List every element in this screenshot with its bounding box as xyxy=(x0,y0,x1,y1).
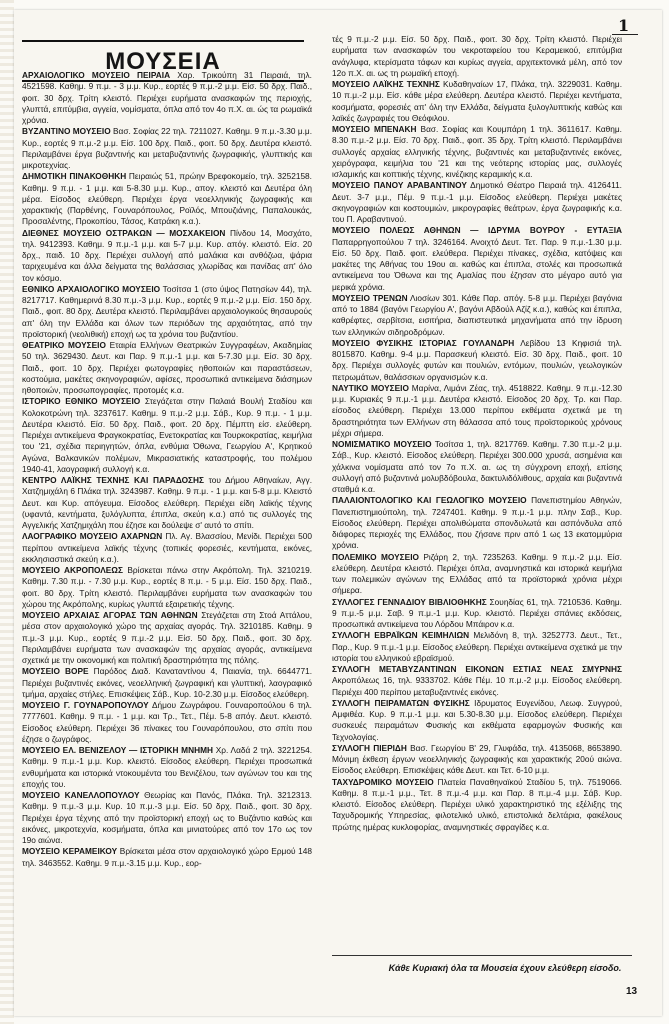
museum-entry xyxy=(22,700,312,745)
museum-details: του Δήμου Αθηναίων, Αγγ. Χατζημιχάλη 6 Πλάκα τηλ. 3243987. Καθημ. 9 π.μ. - 1 μ.μ. και 5-8 μ.μ. Κλειστό Δευτ. και Κυρ. απόγευμα. Είσοδος ελεύθερη. Περιέχει είδη λαϊκής τέχνης (υφαντά, κεντήματα, ξυλόγλυπτα, έπιπλα, σκεύη κ.α.) από τις συλλογές της Αγγελικής Χατζημιχάλη που έζησε και δούλεψε σ' αυτό το σπίτι. xyxy=(22,475,313,530)
museum-entry xyxy=(332,664,622,698)
museum-name: ΜΟΥΣΕΙΟ ΠΟΛΕΩΣ ΑΘΗΝΩΝ — ΙΔΡΥΜΑ ΒΟΥΡΟΥ - ΕΥΤΑΞΙΑ xyxy=(332,225,622,236)
museum-name: ΒΥΖΑΝΤΙΝΟ ΜΟΥΣΕΙΟ xyxy=(22,126,111,137)
museum-entry xyxy=(22,171,312,227)
museum-details: Παρόδος Διαδ. Καναταντίνου 4, Παιανία, τηλ. 6644771. Περιέχει βυζαντινές εικόνες, νεοελληνική ζωγραφική και γλυπτική, λαογραφικό τμήμα, αρχαίες στήλες. Επισκέψεις Σάβ., Κυρ. 10-2.30 μ.μ. Είσοδος ελεύθερη. xyxy=(22,666,312,699)
museum-name: ΜΟΥΣΕΙΟ ΑΡΧΑΙΑΣ ΑΓΟΡΑΣ ΤΩΝ ΑΘΗΝΩΝ xyxy=(22,610,198,620)
museum-name: ΜΟΥΣΕΙΟ ΛΑΪΚΗΣ ΤΕΧΝΗΣ xyxy=(332,79,440,89)
museum-name: ΣΥΛΛΟΓΗ ΜΕΤΑΒΥΖΑΝΤΙΝΩΝ ΕΙΚΟΝΩΝ ΕΣΤΙΑΣ ΝΕΑΣ ΣΜΥΡΝΗΣ xyxy=(332,664,622,674)
museum-name: ΔΗΜΟΤΙΚΗ ΠΙΝΑΚΟΘΗΚΗ xyxy=(22,171,127,182)
museum-entry xyxy=(332,34,622,79)
footer-note: Κάθε Κυριακή όλα τα Μουσεία έχουν ελεύθερη είσοδο. xyxy=(388,963,622,973)
museum-entry xyxy=(22,228,312,284)
museum-entry xyxy=(22,70,312,126)
museum-details: Λιοσίων 301. Κάθε Παρ. απόγ. 5-8 μ.μ. Περιέχει βαγόνια από το 1884 (βαγόνι Γεωργίου Α', βαγόνι Αβδούλ Αζίζ κ.α.), καθώς και έπιπλα, καθρέφτες, σερβίτσια, εισιτήρια, διαπιστευτικά μηχανήματα από την ίδρυση των ελληνικών σιδηροδρόμων. xyxy=(332,292,622,337)
museum-details: Στεγάζεται στη Στοά Αττάλου, μέσα στον αρχαιολογικό χώρο της αρχαίας αγοράς. Τηλ. 3210185. Καθημ. 9 π.μ.-3 μ.μ. Κυρ., εορτές 9 π.μ.-2 μ.μ. Είσ. 50 δρχ. Παιδ., φοιτ. 30 δρχ. Περιλαμβάνει ευρήματα των ανασκαφών της αρχαίας αγοράς, αντικείμενα σχετικά με την οικονομική και πολιτική δραστηριότητα της πόλης. xyxy=(22,610,312,665)
museum-details: Χαρ. Τρικούπη 31 Πειραιά, τηλ. 4521598. Καθημ. 9 π.μ. - 3 μ.μ. Κυρ., εορτές 9 π.μ.-2 μ.μ. Είσ. 50 δρχ. Παιδ., φοιτ. 30 δρχ. Τρίτη κλειστό. Περιέχει ευρήματα ανασκαφών της περιοχής, γλυπτά, επιτύμβια, αγγεία, νομίσματα, όπλα από τον 4ο π.Χ. αι. ώς τα ρωμαϊκά χρόνια. xyxy=(22,70,312,125)
museum-details: Τοσίτσα 1, τηλ. 8217769. Καθημ. 7.30 π.μ.-2 μ.μ. Σάβ., Κυρ. κλειστό. Είσοδος ελεύθερη. Περιέχει 300.000 χρυσά, ασημένια και χάλκινα νομίσματα από τον 7ο π.Χ. αι. ως τη σύγχρονη εποχή, επίσης συλλογή από βυζαντινά μολυβδόβουλα, δακτυλιδόλιθους, αρχαία και βυζαντινά σταθμά κ.α. xyxy=(332,439,622,494)
museum-entry xyxy=(332,630,622,664)
museum-details: τές 9 π.μ.-2 μ.μ. Είσ. 50 δρχ. Παιδ., φοιτ. 30 δρχ. Τρίτη κλειστό. Περιέχει ευρήματα των ανασκαφών του νεκροταφείου του Κεραμεικού, επιτύμβια ανάγλυφα, κτερίσματα τάφων και κυρίως αγγεία, αρχιτεκτονικά μέλη, από τον 12ο π.Χ. αι. ως τη ρωμαϊκή εποχή. xyxy=(332,34,622,78)
museum-entry xyxy=(332,495,622,551)
museum-entry xyxy=(22,284,312,340)
museum-name: ΜΟΥΣΕΙΟ ΑΚΡΟΠΟΛΕΩΣ xyxy=(22,565,123,575)
museum-entry xyxy=(22,126,312,171)
museum-details: Βασ. Γεωργίου Β' 29, Γλυφάδα, τηλ. 4135068, 8653890. Μόνιμη έκθεση έργων νεοελληνικής ζωγραφικής και χαρακτικής 20ού αιώνα. Είσοδος ελεύθερη. Επισκέψεις κάθε Δευτ. και Τετ. 6-10 μ.μ. xyxy=(332,742,622,776)
museum-details: Μαρίνα, Λιμάνι Ζέας, τηλ. 4518822. Καθημ. 9 π.μ.-12.30 μ.μ. Κυριακές 9 π.μ.-1 μ.μ. Δευτέρα κλειστό. Είσοδος 20 δρχ. Τρ. και Παρ. είσοδος ελεύθερη. Περιέχει 13.000 περίπου εκθέματα σχετικά με τη δραστηριότητα των Ελλήνων στη θάλασσα από τους προϊστορικούς χρόνους μέχρι σήμερα. xyxy=(332,382,623,438)
museum-entry xyxy=(332,293,622,338)
museum-entry xyxy=(332,79,622,124)
museum-details: Βασ. Σοφίας και Κουμπάρη 1 τηλ. 3611617. Καθημ. 8.30 π.μ.-2 μ.μ. Είσ. 70 δρχ. Παιδ., φοιτ. 35 δρχ. Τρίτη κλειστό. Περιλαμβάνει συλλογές αρχαίας ελληνικής τέχνης, βυζαντινές και μεταβυζαντινές εικόνες, χειρόγραφα, κειμήλια του '21 και της νεότερης ιστορίας μας, συλλογές ισλαμικής και κοπτικής τέχνης, κινέζικης κεραμικής κ.α. xyxy=(332,124,622,179)
museum-name: ΠΟΛΕΜΙΚΟ ΜΟΥΣΕΙΟ xyxy=(332,551,419,562)
museum-entry xyxy=(332,225,622,293)
museum-details: Ιδρυματος Ευγενίδου, Λεωφ. Συγγρού, Αμφιθέα. Κυρ. 9 π.μ.-1 μ.μ. και 5.30-8.30 μ.μ. Είσοδος ελεύθερη. Περιέχει συσκευές πειραμάτων Φυσικής και εκθέματα εφαρμογών Φυσικής και Τεχνολογίας. xyxy=(332,697,622,742)
museum-details: Σουηδίας 61, τηλ. 7210536. Καθημ. 9 π.μ.-5 μ.μ. Σαβ. 9 π.μ.-1 μ.μ. Κυρ. κλειστό. Περιέχει σπάνιες εκδόσεις, προσωπικά αντικείμενα του Λόρδου Μπάιρον κ.α. xyxy=(332,596,622,629)
museum-details: Βασ. Σοφίας 22 τηλ. 7211027. Καθημ. 9 π.μ.-3.30 μ.μ. Κυρ., εορτές 9 π.μ.-2 μ.μ. Είσ. 100 δρχ. Παιδ., φοιτ. 50 δρχ. Δευτέρα κλειστό. Περιλαμβάνει έργα βυζαντινής και μεταβυζαντινής ζωγραφικής, γλυπτικής και μικροτεχνίας. xyxy=(22,126,313,170)
museum-name: ΜΟΥΣΕΙΟ ΚΑΝΕΛΛΟΠΟΥΛΟΥ xyxy=(22,790,140,800)
museum-name: ΑΡΧΑΙΟΛΟΓΙΚΟ ΜΟΥΣΕΙΟ ΠΕΙΡΑΙΑ xyxy=(22,70,171,80)
museum-details: Τοσίτσα 1 (στο ύψος Πατησίων 44), τηλ. 8217717. Καθημερινά 8.30 π.μ.-3 μ.μ. Κυρ., εορτές 9 π.μ.-2 μ.μ. Είσ. 150 δρχ. Παιδ., φοιτ. 80 δρχ. Δευτέρα κλειστό. Περιλαμβάνει αρχαιολογικούς θησαυρούς απ' όλη την Ελλάδα και όλων των περιόδων της αρχαιότητας, από την προϊστορική (νεολιθική) εποχή ως τα χρόνια του βυζαντίου. xyxy=(22,283,312,339)
museum-name: ΘΕΑΤΡΙΚΟ ΜΟΥΣΕΙΟ xyxy=(22,340,106,350)
museum-details: Θεωρίας και Πανός, Πλάκα. Τηλ. 3212313. Καθημ. 9 π.μ.-3 μ.μ. Κυρ. 10 π.μ.-3 μ.μ. Είσ. 50 δρχ. Παιδ., φοιτ. 30 δρχ. Περιέχει έργα τέχνης από την προϊστορική εποχή ως το Βυζάντιο καθώς και εικόνες, μικροτεχνία, κοσμήματα, όπλα και μινιατούρες από τον 17ο ως τον 19ο αιώνα. xyxy=(22,790,312,845)
museum-details: Δημοτικό Θέατρο Πειραιά τηλ. 4126411. Δευτ. 3-7 μ.μ., Πέμ. 9 π.μ.-1 μ.μ. Είσοδος ελεύθερη. Περιέχει μακέτες σκηνογραφιών και κοστουμιών, μικρογραφίες θεάτρων, έργα ζωγραφικής κ.α. του Π. Αραβαντινού. xyxy=(332,180,622,224)
footer-divider xyxy=(332,955,632,956)
museum-entry xyxy=(22,846,312,869)
museum-entry xyxy=(22,790,312,846)
museum-name: ΜΟΥΣΕΙΟ Γ. ΓΟΥΝΑΡΟΠΟΥΛΟΥ xyxy=(22,700,149,710)
museum-entry xyxy=(332,597,622,631)
museum-entry xyxy=(332,439,622,495)
museum-entry xyxy=(332,383,622,439)
museum-entry xyxy=(332,552,622,597)
museum-entry xyxy=(332,338,622,383)
museum-name: ΜΟΥΣΕΙΟ ΦΥΣΙΚΗΣ ΙΣΤΟΡΙΑΣ ΓΟΥΛΑΝΔΡΗ xyxy=(332,337,515,348)
museum-entry xyxy=(332,180,622,225)
museum-name: ΜΟΥΣΕΙΟ ΤΡΕΝΩΝ xyxy=(332,292,408,303)
page-number: 13 xyxy=(626,986,638,997)
museum-details: Παπαρρηγοπούλου 7 τηλ. 3246164. Ανοιχτό Δευτ. Τετ. Παρ. 9 π.μ.-1.30 μ.μ. Είσ. 50 δρχ. Παιδ. φοιτ. ελεύθερα. Περιέχει πίνακες, σχέδια, κατόψεις και μακέτες της Αθήνας του 19ου αι. καθώς και έπιπλα, στολές και προσωπικά αντικείμενα του Όθωνα και της Αμαλίας που έζησαν στο μέγαρο αυτό για μερικά χρόνια. xyxy=(332,236,622,292)
museum-name: ΝΟΜΙΣΜΑΤΙΚΟ ΜΟΥΣΕΙΟ xyxy=(332,439,432,449)
page-edge xyxy=(0,0,14,1024)
museum-details: Βρίσκεται μέσα στον αρχαιολογικό χώρο Ερμού 148 τηλ. 3463552. Καθημ. 9 π.μ.-3.15 μ.μ. Κυρ., εορ- xyxy=(22,846,312,868)
museum-details: Στεγάζεται στην Παλαιά Βουλή Σταδίου και Κολοκοτρώνη τηλ. 3237617. Καθημ. 9 π.μ.-2 μ.μ. Σάβ., Κυρ. 9 π.μ. - 1 μ.μ. Δευτέρα κλειστό. Είσ. 50 δρχ. Παιδ., φοιτ. 20 δρχ. Πέμπτη είσ. ελεύθερη. Περιέχει αντικείμενα Φραγκοκρατίας, Ενετοκρατίας και Τουρκοκρατίας, κειμήλια του '21, σχέδια περιηγητών, όπλα, ενθύμια Όθωνα, Γεωργίου Α', Κρητικού Αγώνα, Βαλκανικών πολέμων, Μικρασιατικής καταστροφής, του πολέμου 1940-41, λαογραφική συλλογή κ.α. xyxy=(22,396,312,474)
museum-details: Ακροπόλεως 16, τηλ. 9333702. Κάθε Πέμ. 10 π.μ.-2 μ.μ. Είσοδος ελεύθερη. Περιέχει 400 περίπου μεταβυζαντινές εικόνες. xyxy=(332,675,622,697)
museum-details: Πλ. Αγ. Βλασσίου, Μενίδι. Περιέχει 500 περίπου αντικείμενα λαϊκής τέχνης (τοπικές φορεσιές, κεντήματα, εικόνες, εκκλησιαστικά σκεύη κ.α.). xyxy=(22,531,312,564)
left-column xyxy=(22,70,312,869)
museum-details: Μελιδόνη 8, τηλ. 3252773. Δευτ., Τετ., Παρ., Κυρ. 9 π.μ.-1 μ.μ. Είσοδος ελεύθερη. Περιέχει αντικείμενα σχετικά με την ιστορία του ελληνικού εβραϊσμού. xyxy=(332,630,622,663)
museum-entry xyxy=(332,777,622,833)
museum-entry xyxy=(22,340,312,396)
museum-name: ΚΕΝΤΡΟ ΛΑΪΚΗΣ ΤΕΧΝΗΣ ΚΑΙ ΠΑΡΑΔΟΣΗΣ xyxy=(22,475,204,485)
page-corner-mark: 1 xyxy=(618,16,630,35)
museum-entry xyxy=(332,743,622,777)
museum-details: Χρ. Λαδά 2 τηλ. 3221254. Καθημ. 9 π.μ.-1 μ.μ. Κυρ. κλειστό. Είσοδος ελεύθερη. Περιέχει προσωπικά ενθυμήματα και ιστορικά ντοκουμέντα του Βενιζέλου, των αγώνων του και της εποχής του. xyxy=(22,745,313,789)
museum-name: ΣΥΛΛΟΓΗ ΠΙΕΡΙΔΗ xyxy=(332,742,407,753)
museum-name: ΜΟΥΣΕΙΟ ΕΛ. ΒΕΝΙΖΕΛΟΥ — ΙΣΤΟΡΙΚΗ ΜΝΗΜΗ xyxy=(22,745,213,755)
museum-details: Κυδαθηναίων 17, Πλάκα, τηλ. 3229031. Καθημ. 10 π.μ.-2 μ.μ. Είσ. κάθε μέρα ελεύθερη. Δευτέρα κλειστό. Περιέχει κεντήματα, κοσμήματα, φορεσιές απ' όλη την Ελλάδα, δείγματα ξυλογλυπτικής καθώς και λαϊκές ζωγραφιές του Θεόφιλου. xyxy=(332,79,623,123)
museum-entry xyxy=(22,745,312,790)
museum-entry xyxy=(332,124,622,180)
museum-name: ΜΟΥΣΕΙΟ ΠΑΝΟΥ ΑΡΑΒΑΝΤΙΝΟΥ xyxy=(332,180,467,191)
museum-details: Δήμου Ζωγράφου. Γουναροπούλου 6 τηλ. 7777601. Καθημ. 9 π.μ. - 1 μ.μ. και Τρ., Τετ., Πέμ. 5-8 απόγ. Δευτ. κλειστό. Είσοδος ελεύθερη. Περιέχει 36 πίνακες του Γουναρόπουλου, στο σπίτι που έζησε ο ζωγράφος. xyxy=(22,700,312,744)
museum-name: ΔΙΕΘΝΕΣ ΜΟΥΣΕΙΟ ΟΣΤΡΑΚΩΝ — ΜΟΣΧΑΚΕΙΟΝ xyxy=(22,227,226,238)
museum-name: ΜΟΥΣΕΙΟ ΜΠΕΝΑΚΗ xyxy=(332,124,417,134)
museum-entry xyxy=(22,610,312,666)
museum-name: ΛΑΟΓΡΑΦΙΚΟ ΜΟΥΣΕΙΟ ΑΧΑΡΝΩΝ xyxy=(22,531,163,542)
museum-details: Πίνδου 14, Μοσχάτο, τηλ. 9412393. Καθημ. 9 π.μ.-1 μ.μ. και 5-7 μ.μ. Κυρ. απόγ. κλειστό. Είσ. 20 δρχ., παιδ. 10 δρχ. Περιέχει συλλογή από μαλάκια και ανθόζωα, ψάρια ταριχευμένα και άλλα δείγματα της θαλάσσιας χλωρίδας και πανίδας απ' όλο τον κόσμο. xyxy=(22,227,313,283)
museum-details: Βρίσκεται πάνω στην Ακρόπολη. Τηλ. 3210219. Καθημ. 7.30 π.μ. - 7.30 μ.μ. Κυρ., εορτές 8 π.μ. - 5 μ.μ. Είσ. 150 δρχ. Παιδ., φοιτ. 80 δρχ. Τρίτη κλειστό. Περιλαμβάνει ευρήματα των ανασκαφών του χώρου της Ακρόπολης, κυρίως γλυπτά εξαιρετικής τέχνης. xyxy=(22,565,312,609)
page-title: ΜΟΥΣΕΙΑ xyxy=(105,48,221,75)
museum-name: ΠΑΛΑΙΟΝΤΟΛΟΓΙΚΟ ΚΑΙ ΓΕΩΛΟΓΙΚΟ ΜΟΥΣΕΙΟ xyxy=(332,495,527,506)
museum-details: Ριζάρη 2, τηλ. 7235263. Καθημ. 9 π.μ.-2 μ.μ. Είσ. ελεύθερη. Δευτέρα κλειστό. Περιέχει όπλα, αναμνηστικά και ιστορικά κειμήλια των πολεμικών αγώνων της Ελλάδας από τα προϊστορικά χρόνια μέχρι σήμερα. xyxy=(332,551,622,596)
museum-details: Πλατεία Παναθηναϊκού Σταδίου 5, τηλ. 7519066. Καθημ. 8 π.μ.-1 μ.μ., Τετ. 8 π.μ.-4 μ.μ. και Παρ. 8 π.μ.-4 μ.μ. Σάβ. Κυρ. κλειστό. Είσοδος ελεύθερη. Περιέχει υλικό χαρακτηριστικό της εξέλιξης της Ταχυδρομικής Υπηρεσίας, φιλοτελικό υλικό, επιστολικά δελτάρια, φακέλους πρώτης ημέρας κυκλοφορίας, αναμνηστικές σφραγίδες κ.α. xyxy=(332,776,622,832)
museum-name: ΤΑΧΥΔΡΟΜΙΚΟ ΜΟΥΣΕΙΟ xyxy=(332,776,434,787)
museum-name: ΝΑΥΤΙΚΟ ΜΟΥΣΕΙΟ xyxy=(332,382,409,393)
museum-name: ΜΟΥΣΕΙΟ ΚΕΡΑΜΕΙΚΟΥ xyxy=(22,846,118,857)
museum-name: ΣΥΛΛΟΓΗ ΕΒΡΑΪΚΩΝ ΚΕΙΜΗΛΙΩΝ xyxy=(332,630,470,641)
museum-entry xyxy=(22,565,312,610)
museum-entry xyxy=(22,475,312,531)
museum-name: ΕΘΝΙΚΟ ΑΡΧΑΙΟΛΟΓΙΚΟ ΜΟΥΣΕΙΟ xyxy=(22,283,161,294)
museum-name: ΜΟΥΣΕΙΟ ΒΟΡΕ xyxy=(22,666,89,677)
museum-details: Λεβίδου 13 Κηφισιά τηλ. 8015870. Καθημ. 9-4 μ.μ. Παρασκευή κλειστό. Είσ. 30 δρχ. Παιδ., φοιτ. 10 δρχ. Περιέχει συλλογές φυτών και πουλιών, εντόμων, πουλιών, γεωλογικών πετρωμάτων, θαλάσσιων οργανισμών κ.α. xyxy=(332,337,622,382)
museum-name: ΣΥΛΛΟΓΗ ΠΕΙΡΑΜΑΤΩΝ ΦΥΣΙΚΗΣ xyxy=(332,697,470,708)
museum-name: ΙΣΤΟΡΙΚΟ ΕΘΝΙΚΟ ΜΟΥΣΕΙΟ xyxy=(22,396,141,407)
museum-entry xyxy=(22,666,312,700)
museum-details: Εταιρία Ελλήνων Θεατρικών Συγγραφέων, Ακαδημίας 50 τηλ. 3629430. Δευτ. και Παρ. 9 π.μ.-1 μ.μ. και 5-7.30 μ.μ. Είσ. 30 δρχ. Παιδ., φοιτ. 10 δρχ. Περιέχει φωτογραφίες ηθοποιών και παραστάσεων, κοστούμια, μακέτες σκηνογραφιών, αφίσες, προσωπικά αντικείμενα διάσημων ηθοποιών, προσωπογραφίες, προτομές κ.α. xyxy=(22,340,312,395)
museum-entry xyxy=(22,396,312,475)
museum-name: ΣΥΛΛΟΓΕΣ ΓΕΝΝΑΔΙΟΥ ΒΙΒΛΙΟΘΗΚΗΣ xyxy=(332,596,487,607)
museum-details: Πειραιώς 51, πρώην Βρεφοκομείο, τηλ. 3252158. Καθημ. 9 π.μ. - 1 μ.μ. και 5-8.30 μ.μ. Κυρ., απογ. κλειστό και Δευτέρα όλη μέρα. Είσοδος ελεύθερη. Περιέχει έργα νεοελληνικής ζωγραφικής και χαρακτικής (Παρθένης, Γουναρόπουλος, Ροϊλός, Μπουζιάνης, Παπαλουκάς, Προσαλέντης, Προκοπίου, Τάσος, Κατράκη κ.α.). xyxy=(22,171,312,227)
museum-details: Πανεπιστημίου Αθηνών, Πανεπιστημιούπολη, τηλ. 7247401. Καθημ. 9 π.μ.-1 μ.μ. πλην Σαβ., Κυρ. Είσοδος ελεύθερη. Περιέχει απολιθώματα σπονδυλωτά και ασπόνδυλα από διάφορες περιοχές της Ελλάδος, που ζήσανε πριν από 1 ως 13 εκατομμύρια χρόνια. xyxy=(332,495,622,551)
right-column xyxy=(332,34,622,833)
museum-entry xyxy=(22,531,312,565)
museum-entry xyxy=(332,698,622,743)
